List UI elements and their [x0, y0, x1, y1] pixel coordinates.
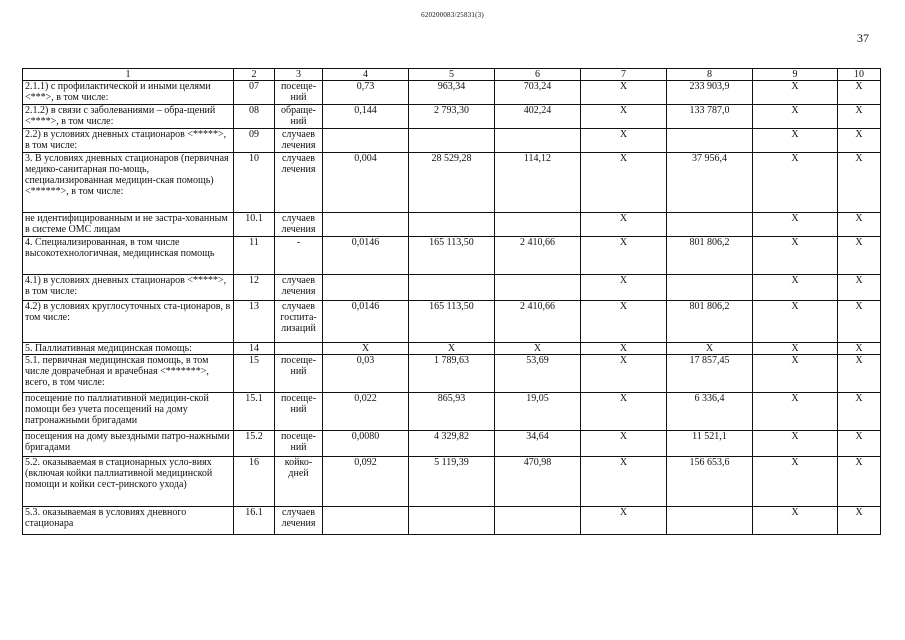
table-cell-col10: X [838, 213, 881, 237]
table-cell-col3: койко-дней [275, 457, 323, 507]
table-row [23, 301, 881, 343]
table-cell-col6 [495, 507, 581, 535]
table-row [23, 457, 881, 507]
table-row [23, 213, 881, 237]
table-cell-col4: 0,03 [323, 355, 409, 393]
table-cell-col2: 13 [234, 301, 275, 343]
table-cell-col1: 2.2) в условиях дневных стационаров <*****>, в том числе: [23, 129, 234, 153]
table-cell-col7: X [581, 129, 667, 153]
table-cell-col4 [323, 507, 409, 535]
table-cell-col9: X [753, 129, 838, 153]
document-id: 620200083/25831(3) [421, 11, 484, 19]
table-cell-col10: X [838, 457, 881, 507]
table-row [23, 105, 881, 129]
table-cell-col7: X [581, 275, 667, 301]
table-cell-col5: 865,93 [409, 393, 495, 431]
table-cell-col5: 1 789,63 [409, 355, 495, 393]
table-cell-col6: X [495, 343, 581, 355]
table-cell-col10: X [838, 301, 881, 343]
table-cell-col10: X [838, 431, 881, 457]
table-cell-col6: 2 410,66 [495, 237, 581, 275]
table-cell-col5: 2 793,30 [409, 105, 495, 129]
table-cell-col10: X [838, 153, 881, 213]
table-cell-col9: X [753, 153, 838, 213]
table-cell-col2: 16.1 [234, 507, 275, 535]
table-cell-col6 [495, 213, 581, 237]
table-cell-col3: посеще-ний [275, 431, 323, 457]
table-cell-col7: X [581, 237, 667, 275]
table-cell-col7: X [581, 343, 667, 355]
table-cell-col8: 17 857,45 [667, 355, 753, 393]
table-cell-col2: 16 [234, 457, 275, 507]
table-cell-col8: 6 336,4 [667, 393, 753, 431]
table-cell-col9: X [753, 457, 838, 507]
table-cell-col1: 2.1.2) в связи с заболеваниями – обра-щений <****>, в том числе: [23, 105, 234, 129]
table-cell-col7: X [581, 507, 667, 535]
table-cell-col8 [667, 129, 753, 153]
table-row [23, 153, 881, 213]
table-cell-col1: 4.2) в условиях круглосуточных ста-ционаров, в том числе: [23, 301, 234, 343]
table-cell-col5 [409, 129, 495, 153]
table-cell-col6 [495, 275, 581, 301]
table-cell-col1: 5.1. первичная медицинская помощь, в том числе доврачебная и врачебная <*******>, всего, в том числе: [23, 355, 234, 393]
table-cell-col6 [495, 129, 581, 153]
table-cell-col5: 28 529,28 [409, 153, 495, 213]
table-cell-col9: X [753, 105, 838, 129]
table-cell-col7: X [581, 81, 667, 105]
table-cell-col3: посеще-ний [275, 81, 323, 105]
column-header: 1 [23, 69, 234, 81]
table-cell-col3: случаев лечения [275, 275, 323, 301]
table-cell-col3: случаев лечения [275, 507, 323, 535]
table-cell-col4: 0,092 [323, 457, 409, 507]
table-cell-col8: 37 956,4 [667, 153, 753, 213]
table-cell-col10: X [838, 507, 881, 535]
table-cell-col5: 963,34 [409, 81, 495, 105]
table-cell-col2: 07 [234, 81, 275, 105]
table-cell-col2: 15.1 [234, 393, 275, 431]
table-cell-col1: 4. Специализированная, в том числе высокотехнологичная, медицинская помощь [23, 237, 234, 275]
table-row [23, 355, 881, 393]
column-header: 5 [409, 69, 495, 81]
table-cell-col2: 10.1 [234, 213, 275, 237]
table-cell-col9: X [753, 237, 838, 275]
table-row [23, 343, 881, 355]
table-cell-col8 [667, 275, 753, 301]
table-cell-col4 [323, 275, 409, 301]
table-cell-col5: 165 113,50 [409, 301, 495, 343]
table-cell-col3: посеще-ний [275, 355, 323, 393]
data-table [22, 68, 881, 535]
column-header: 4 [323, 69, 409, 81]
table-cell-col7: X [581, 431, 667, 457]
column-header: 2 [234, 69, 275, 81]
table-row [23, 129, 881, 153]
table-cell-col8: 801 806,2 [667, 237, 753, 275]
table-cell-col9: X [753, 355, 838, 393]
table-cell-col5: 4 329,82 [409, 431, 495, 457]
table-cell-col5: 5 119,39 [409, 457, 495, 507]
table-cell-col7: X [581, 355, 667, 393]
table-cell-col4: 0,0146 [323, 301, 409, 343]
table-cell-col1: 4.1) в условиях дневных стационаров <*****>, в том числе: [23, 275, 234, 301]
page-number: 37 [857, 31, 869, 45]
column-header: 7 [581, 69, 667, 81]
table-cell-col1: не идентифицированным и не застра-хованным в системе ОМС лицам [23, 213, 234, 237]
table-cell-col6: 34,64 [495, 431, 581, 457]
table-row [23, 81, 881, 105]
table-cell-col5 [409, 213, 495, 237]
table-cell-col10: X [838, 343, 881, 355]
table-cell-col1: 5.3. оказываемая в условиях дневного стационара [23, 507, 234, 535]
table-cell-col10: X [838, 275, 881, 301]
table-cell-col3: случаев госпита-лизаций [275, 301, 323, 343]
table-cell-col7: X [581, 105, 667, 129]
table-cell-col7: X [581, 153, 667, 213]
table-cell-col2: 14 [234, 343, 275, 355]
table-row [23, 393, 881, 431]
table-cell-col9: X [753, 81, 838, 105]
table-cell-col3: обраще-ний [275, 105, 323, 129]
table-cell-col6: 53,69 [495, 355, 581, 393]
table-cell-col7: X [581, 301, 667, 343]
table-cell-col8: X [667, 343, 753, 355]
column-header: 6 [495, 69, 581, 81]
table-cell-col6: 19,05 [495, 393, 581, 431]
table-cell-col2: 10 [234, 153, 275, 213]
table-cell-col8: 133 787,0 [667, 105, 753, 129]
table-cell-col8: 233 903,9 [667, 81, 753, 105]
table-cell-col9: X [753, 275, 838, 301]
table-cell-col2: 15 [234, 355, 275, 393]
table-cell-col2: 15.2 [234, 431, 275, 457]
table-cell-col4: 0,022 [323, 393, 409, 431]
table-cell-col5 [409, 275, 495, 301]
table-cell-col9: X [753, 507, 838, 535]
table-cell-col2: 11 [234, 237, 275, 275]
table-header-row [23, 69, 881, 81]
table-row [23, 237, 881, 275]
table-cell-col6: 114,12 [495, 153, 581, 213]
table-row [23, 275, 881, 301]
table-cell-col4: 0,0146 [323, 237, 409, 275]
table-cell-col6: 470,98 [495, 457, 581, 507]
column-header: 3 [275, 69, 323, 81]
table-cell-col6: 2 410,66 [495, 301, 581, 343]
table-cell-col3: случаев лечения [275, 213, 323, 237]
table-cell-col9: X [753, 431, 838, 457]
table-cell-col4: 0,004 [323, 153, 409, 213]
table-cell-col1: посещения на дому выездными патро-нажными бригадами [23, 431, 234, 457]
table-cell-col2: 08 [234, 105, 275, 129]
column-header: 9 [753, 69, 838, 81]
table-cell-col9: X [753, 301, 838, 343]
table-cell-col8: 156 653,6 [667, 457, 753, 507]
table-cell-col1: посещение по паллиативной медицин-ской помощи без учета посещений на дому патронажными бригадами [23, 393, 234, 431]
table-cell-col1: 5.2. оказываемая в стационарных усло-виях (включая койки паллиативной медицинской помощи и койки сест-ринского ухода) [23, 457, 234, 507]
table-cell-col5: X [409, 343, 495, 355]
table-cell-col4: 0,144 [323, 105, 409, 129]
table-cell-col9: X [753, 343, 838, 355]
table-cell-col9: X [753, 213, 838, 237]
table-cell-col10: X [838, 237, 881, 275]
table-cell-col2: 12 [234, 275, 275, 301]
table-cell-col1: 5. Паллиативная медицинская помощь: [23, 343, 234, 355]
table-cell-col3: случаев лечения [275, 153, 323, 213]
table-cell-col3 [275, 343, 323, 355]
table-cell-col7: X [581, 393, 667, 431]
table-row [23, 431, 881, 457]
table-cell-col10: X [838, 129, 881, 153]
table-cell-col8 [667, 507, 753, 535]
table-row [23, 507, 881, 535]
table-cell-col1: 3. В условиях дневных стационаров (первичная медико-санитарная по-мощь, специализированная медицин-ская помощь) <******>, в том числе: [23, 153, 234, 213]
table-cell-col10: X [838, 81, 881, 105]
table-cell-col10: X [838, 355, 881, 393]
table-cell-col8: 11 521,1 [667, 431, 753, 457]
table-cell-col4 [323, 129, 409, 153]
table-cell-col3: посеще-ний [275, 393, 323, 431]
table-cell-col6: 703,24 [495, 81, 581, 105]
table-cell-col6: 402,24 [495, 105, 581, 129]
table-cell-col3: случаев лечения [275, 129, 323, 153]
table-cell-col5 [409, 507, 495, 535]
table-cell-col7: X [581, 213, 667, 237]
table-cell-col4: X [323, 343, 409, 355]
table-cell-col4 [323, 213, 409, 237]
table-cell-col10: X [838, 105, 881, 129]
table-cell-col1: 2.1.1) с профилактической и иными целями <***>, в том числе: [23, 81, 234, 105]
column-header: 8 [667, 69, 753, 81]
table-cell-col10: X [838, 393, 881, 431]
table-cell-col9: X [753, 393, 838, 431]
table-cell-col4: 0,0080 [323, 431, 409, 457]
table-cell-col3: - [275, 237, 323, 275]
table-cell-col7: X [581, 457, 667, 507]
table-cell-col8: 801 806,2 [667, 301, 753, 343]
table-cell-col8 [667, 213, 753, 237]
table-cell-col2: 09 [234, 129, 275, 153]
table-cell-col4: 0,73 [323, 81, 409, 105]
column-header: 10 [838, 69, 881, 81]
table-cell-col5: 165 113,50 [409, 237, 495, 275]
